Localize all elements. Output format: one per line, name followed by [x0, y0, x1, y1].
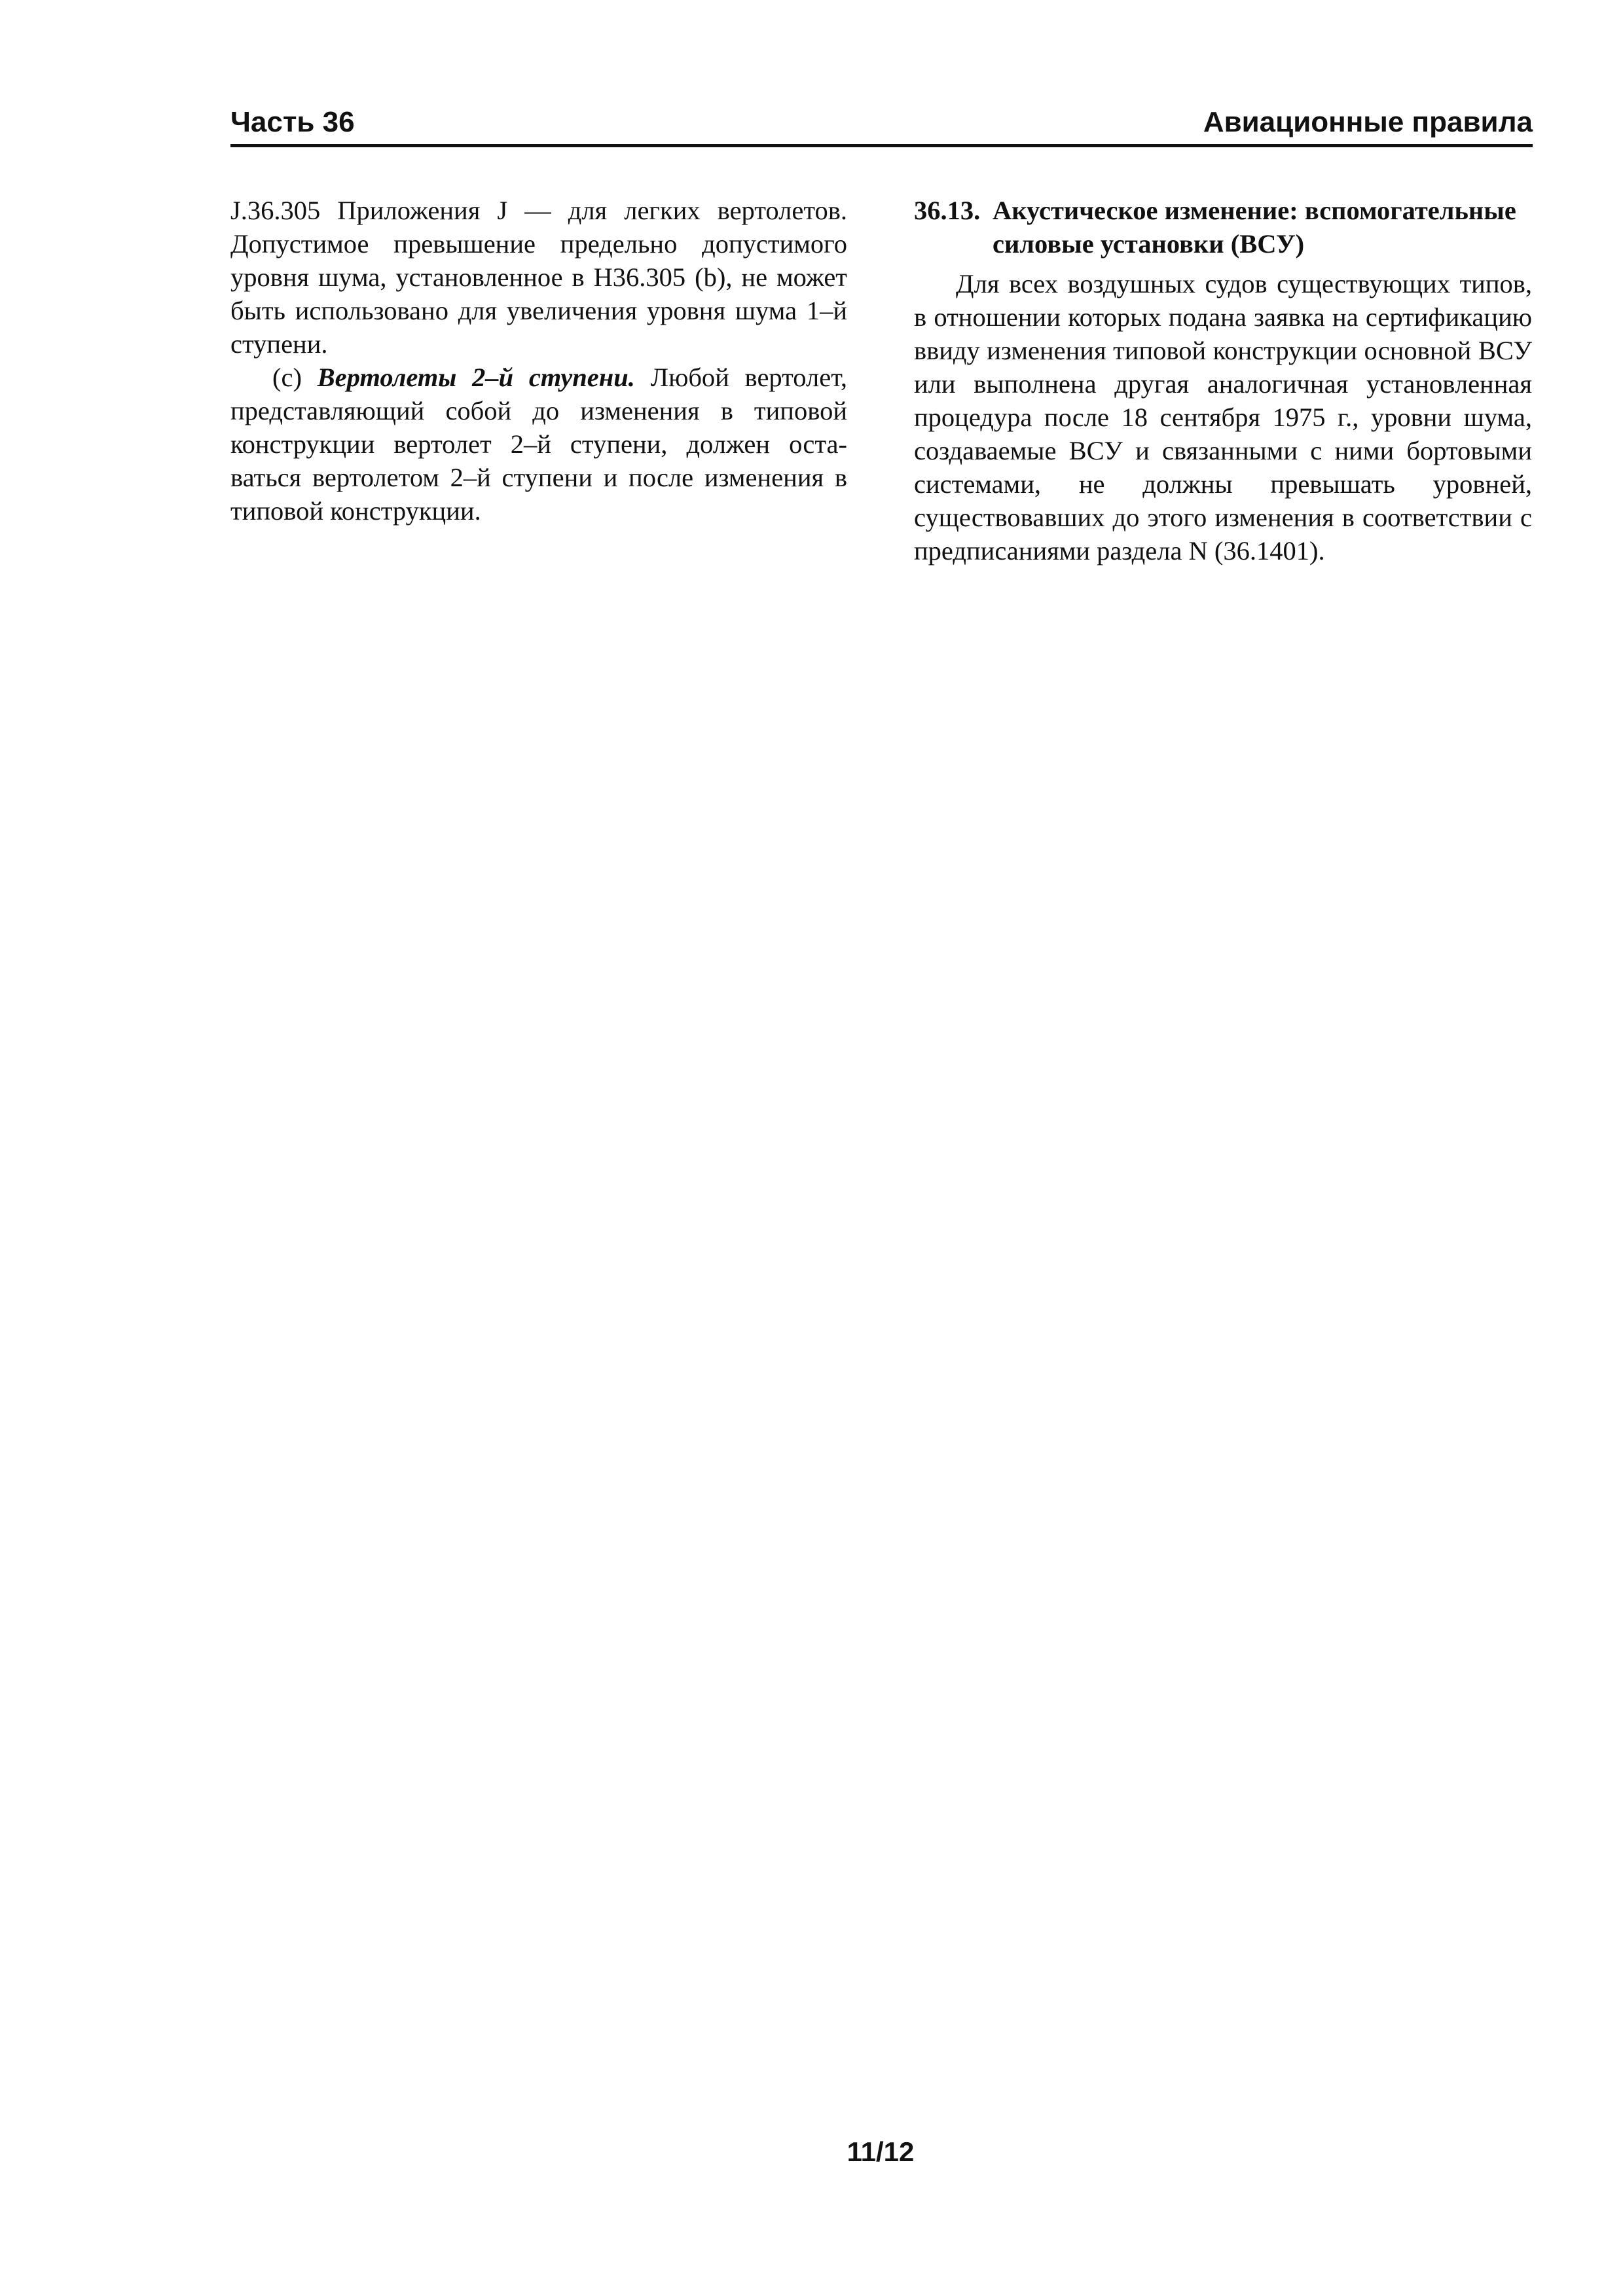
section-number: 36.13.: [914, 196, 981, 225]
paragraph-body: Любой вертолет, представляющий собой до изменения в типовой конструкции вертолет 2–й ступени, должен оставаться вертолетом 2–й ступени и после изменения в типовой конструкции.: [230, 363, 847, 526]
header-part-label: Часть 36: [230, 106, 355, 138]
paragraph-label: (c): [272, 363, 318, 392]
paragraph-stage2-helicopters: [230, 361, 847, 528]
paragraph-j36305: J.36.305 Приложения J — для легких вертолетов. Допустимое превышение предельно допустимого уровня шума, установленное в H36.305 (b), не может быть использовано для увеличения уровня шума 1–й ступени.: [230, 196, 847, 359]
paragraph-title: Вертолеты 2–й ступени.: [317, 363, 635, 392]
right-column: [914, 194, 1532, 567]
section-heading: [914, 194, 1532, 260]
page-number: 11/12: [847, 2136, 915, 2167]
left-column: [230, 194, 847, 528]
section-title: Акустическое изменение: вспомогательные силовые установки (ВСУ): [993, 196, 1516, 259]
header-document-title: Авиационные правила: [1203, 106, 1533, 138]
paragraph-apu-noise: Для всех воздушных судов существующих типов, в отношении которых подана заявка на сертификацию ввиду изменения типовой конструкции основной ВСУ или выполнена другая аналогичная установленная процедура после 18 сентября 1975 г., уровни шума, создаваемые ВСУ и связанными с ними бортовыми системами, не должны превышать уровней, существовавших до этого изменения в соответствии с предписаниями раздела N (36.1401).: [914, 269, 1532, 565]
page-header: [230, 103, 1533, 147]
